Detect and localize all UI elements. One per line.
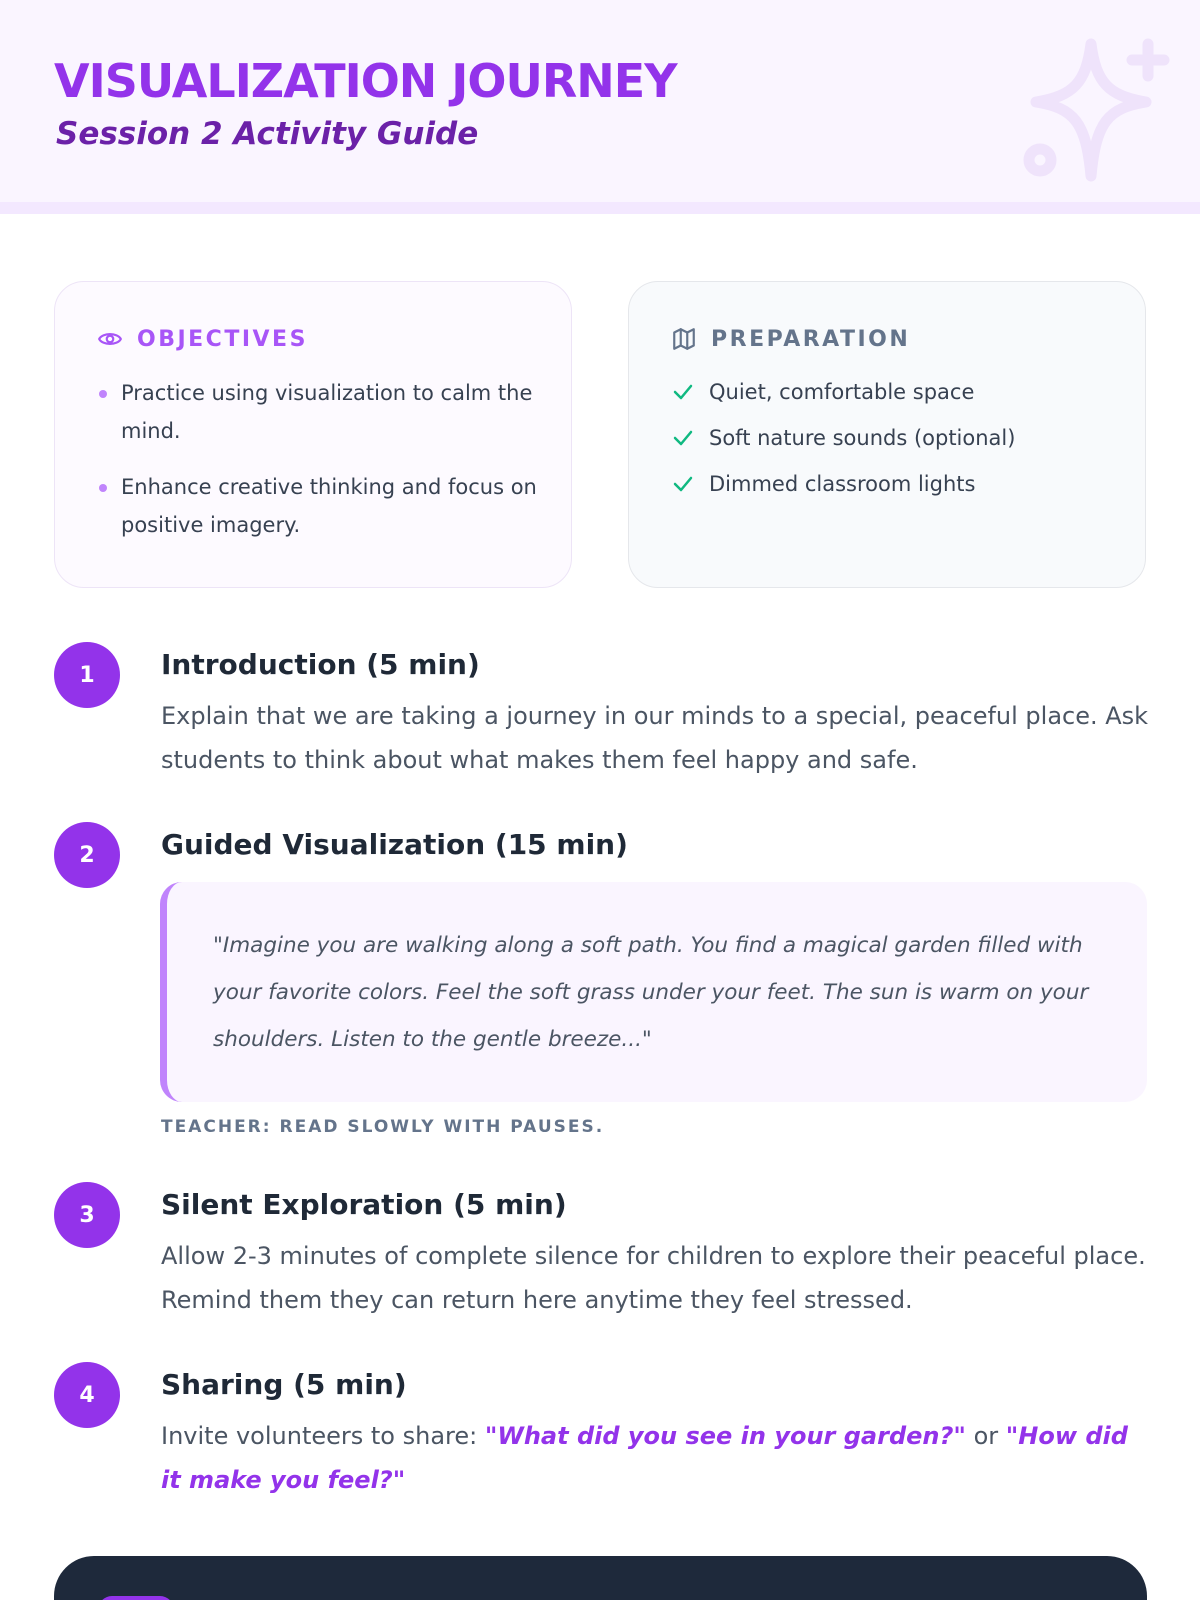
step-number: 4: [54, 1362, 120, 1428]
preparation-item-label: Quiet, comfortable space: [709, 380, 975, 404]
page-title: VISUALIZATION JOURNEY: [54, 54, 677, 108]
step-description: [161, 1414, 1151, 1502]
step-title: Guided Visualization (15 min): [161, 828, 628, 861]
quote-text: "Imagine you are walking along a soft path. You find a magical garden filled with your favorite colors. Feel the soft grass under your feet. The sun is warm on your shoulders. Listen to the gentle breeze...": [213, 933, 1089, 1052]
preparation-heading-label: PREPARATION: [711, 326, 911, 352]
objective-item: Practice using visualization to calm the mind.: [97, 374, 537, 450]
sharing-connector: or: [973, 1422, 999, 1450]
preparation-item: [671, 376, 1015, 408]
footer-banner: [54, 1556, 1147, 1600]
step-number: 2: [54, 822, 120, 888]
sharing-question: "How did it make you feel?": [161, 1422, 1128, 1494]
teacher-note: TEACHER: READ SLOWLY WITH PAUSES.: [161, 1117, 605, 1137]
step-description: Explain that we are taking a journey in our minds to a special, peaceful place. Ask students to think about what makes them feel happy and safe.: [161, 702, 1149, 774]
objectives-heading-label: OBJECTIVES: [137, 326, 308, 352]
check-icon: [671, 472, 695, 496]
preparation-card: [628, 281, 1146, 588]
step-title: Silent Exploration (5 min): [161, 1188, 567, 1221]
page-subtitle: Session 2 Activity Guide: [56, 116, 479, 152]
objectives-list: [97, 374, 537, 562]
step-title: Introduction (5 min): [161, 648, 480, 681]
objectives-card: [54, 281, 572, 588]
step-description: Allow 2-3 minutes of complete silence for children to explore their peaceful place. Remind them they can return here anytime they feel stressed.: [161, 1242, 1146, 1314]
step-title: Sharing (5 min): [161, 1368, 407, 1401]
preparation-item-label: Soft nature sounds (optional): [709, 426, 1016, 450]
step-number: 3: [54, 1182, 120, 1248]
sparkles-icon: [1016, 30, 1172, 186]
sharing-question: "What did you see in your garden?": [484, 1422, 966, 1450]
objective-item: Enhance creative thinking and focus on positive imagery.: [97, 468, 537, 544]
footer-badge: [98, 1596, 174, 1600]
preparation-list: [671, 376, 1015, 514]
preparation-heading: [671, 326, 910, 352]
visualization-script-quote: [160, 882, 1147, 1102]
preparation-item: [671, 422, 1015, 454]
map-icon: [671, 326, 697, 352]
sharing-prompt: Invite volunteers to share:: [161, 1422, 478, 1450]
step-number: 1: [54, 642, 120, 708]
objectives-heading: [97, 326, 308, 352]
check-icon: [671, 380, 695, 404]
page-header: [0, 0, 1200, 214]
preparation-item: [671, 468, 1015, 500]
eye-icon: [97, 326, 123, 352]
preparation-item-label: Dimmed classroom lights: [709, 472, 976, 496]
check-icon: [671, 426, 695, 450]
